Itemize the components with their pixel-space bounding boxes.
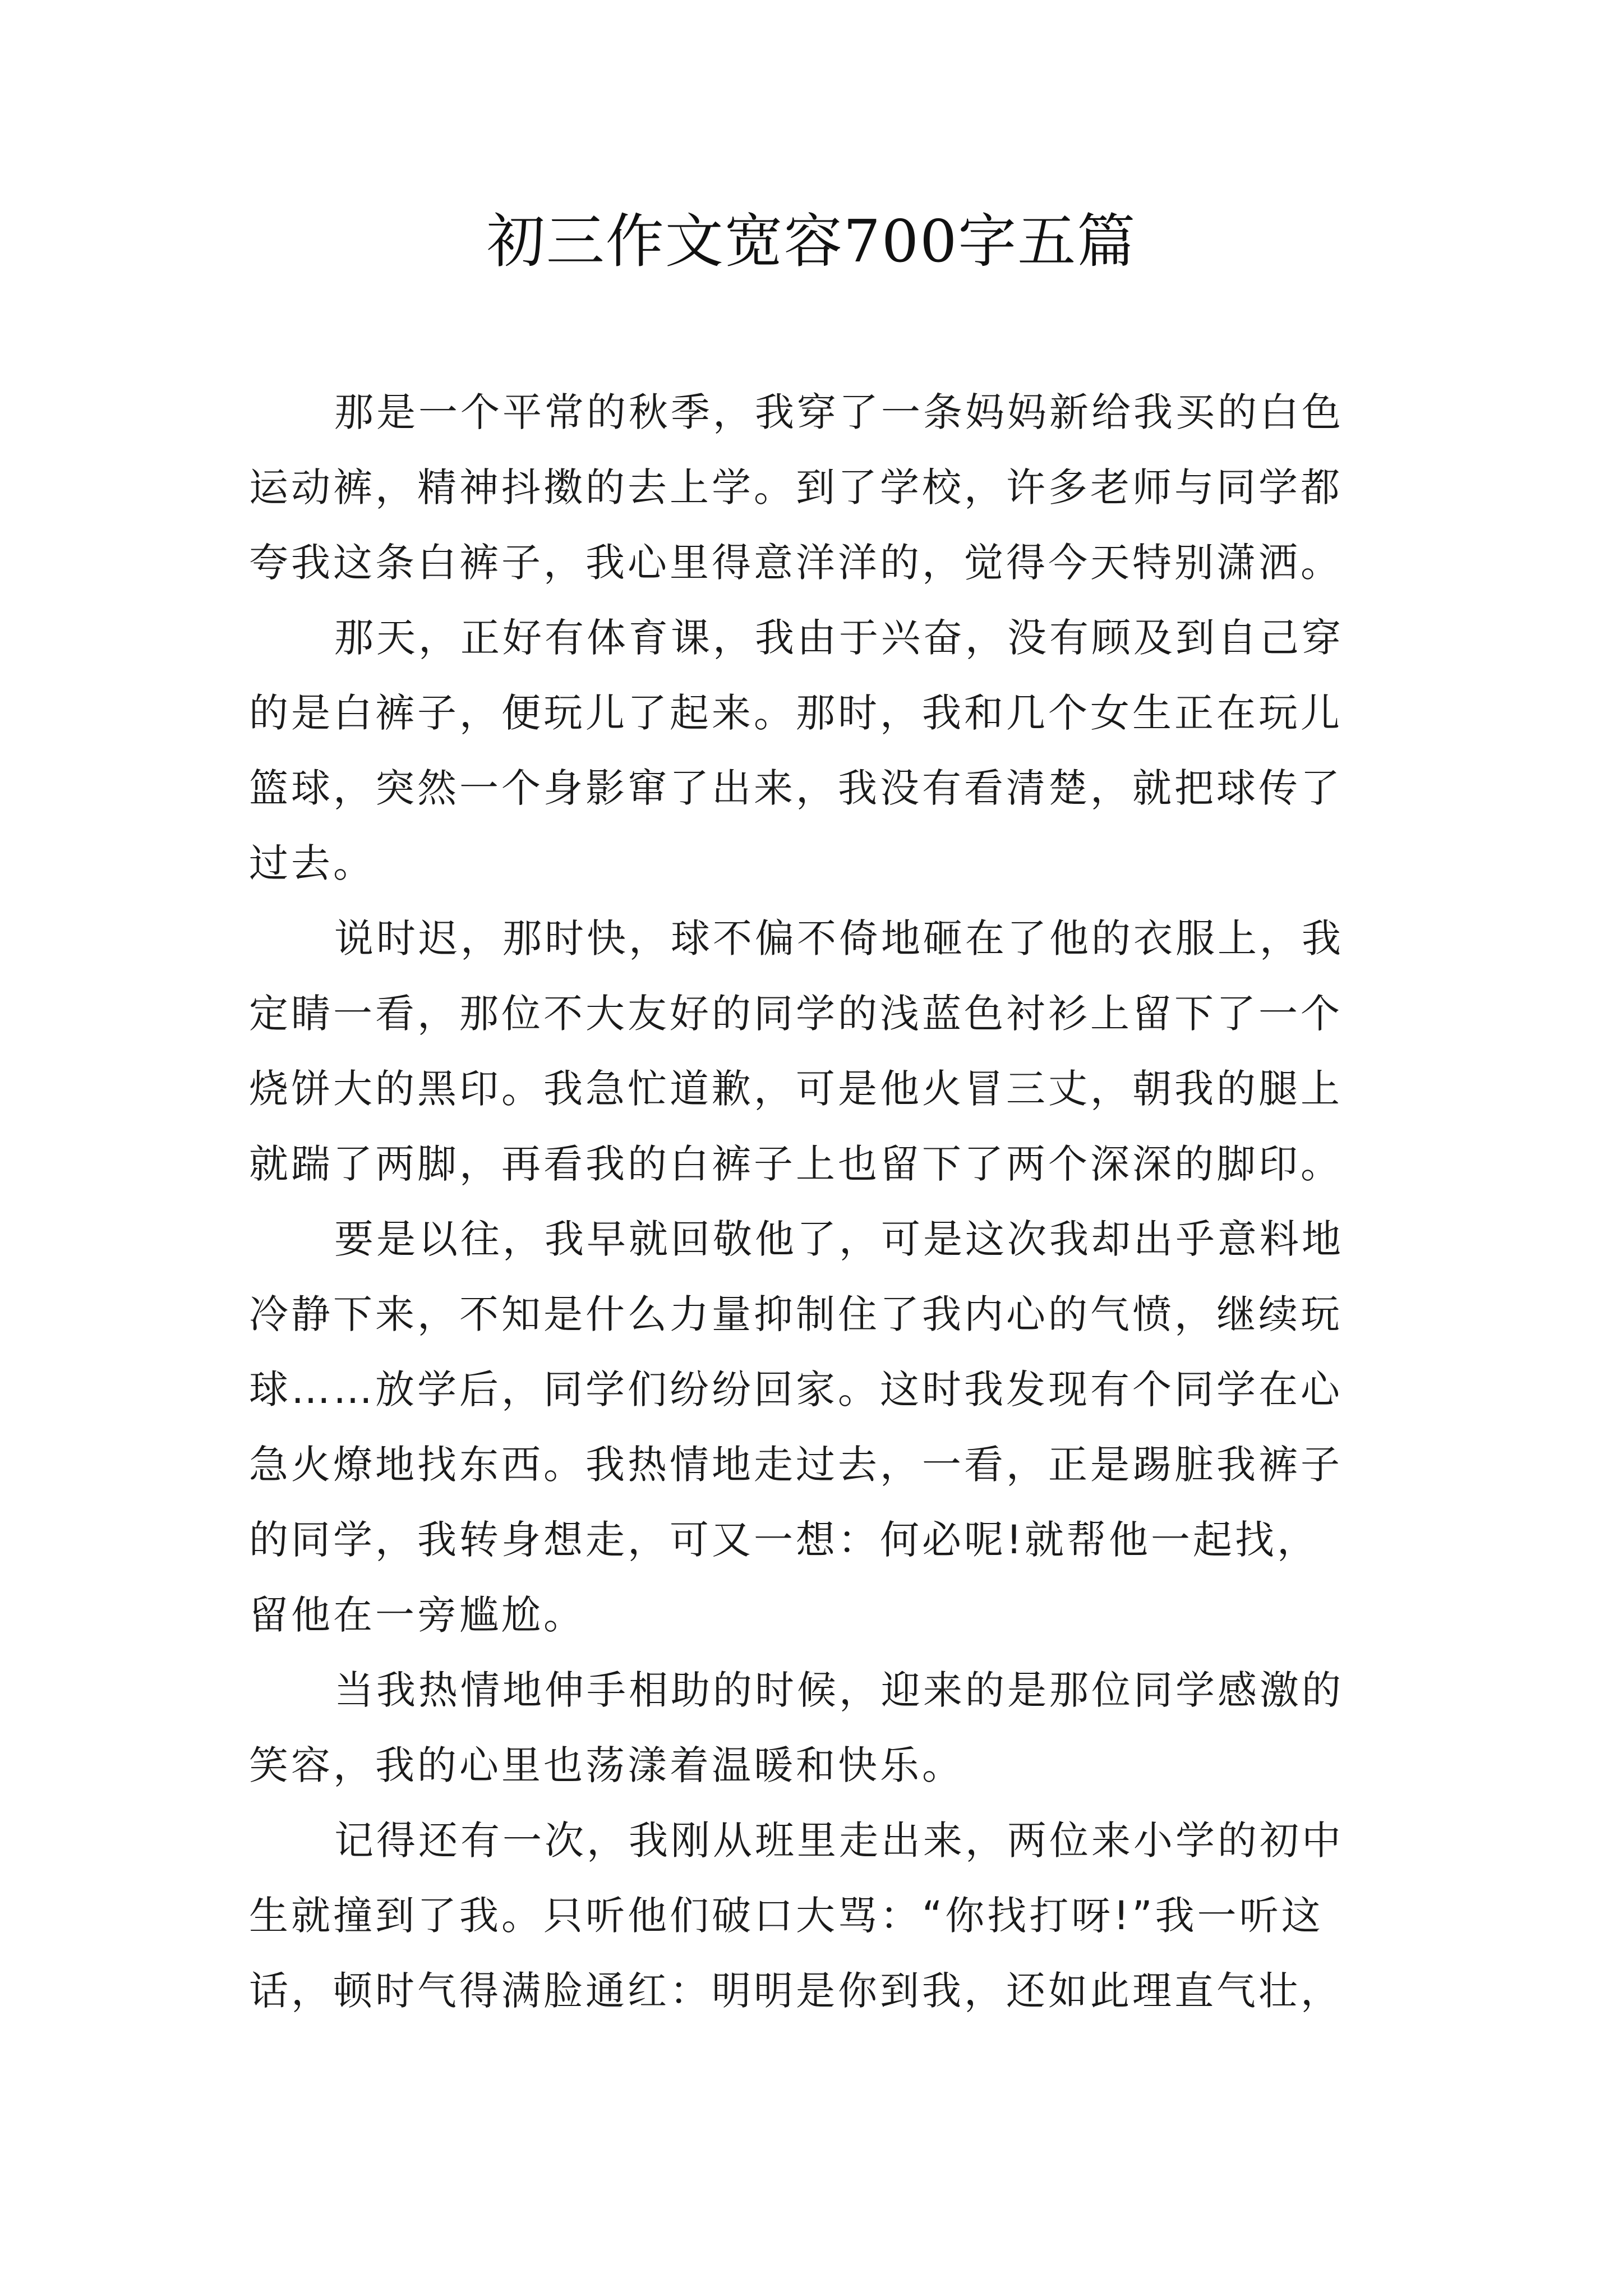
text-line: 夸我这条白裤子，我心里得意洋洋的，觉得今天特别潇洒。 <box>249 540 1343 586</box>
text-line: 运动裤，精神抖擞的去上学。到了学校，许多老师与同学都 <box>249 464 1343 510</box>
text-line: 笑容，我的心里也荡漾着温暖和快乐。 <box>249 1742 964 1788</box>
text-line: 球……放学后，同学们纷纷回家。这时我发现有个同学在心 <box>249 1366 1343 1412</box>
text-line: 记得还有一次，我刚从班里走出来，两位来小学的初中 <box>334 1818 1344 1864</box>
text-line: 急火燎地找东西。我热情地走过去，一看，正是踢脏我裤子 <box>249 1442 1343 1488</box>
text-line: 的是白裤子，便玩儿了起来。那时，我和几个女生正在玩儿 <box>249 690 1343 736</box>
text-line: 的同学，我转身想走，可又一想：何必呢!就帮他一起找， <box>249 1517 1320 1563</box>
text-line: 篮球，突然一个身影窜了出来，我没有看清楚，就把球传了 <box>249 765 1343 811</box>
text-line: 烧饼大的黑印。我急忙道歉，可是他火冒三丈，朝我的腿上 <box>249 1066 1343 1112</box>
text-line: 要是以往，我早就回敬他了，可是这次我却出乎意料地 <box>334 1216 1344 1262</box>
text-line: 生就撞到了我。只听他们破口大骂：“你找打呀!”我一听这 <box>249 1893 1324 1939</box>
text-line: 说时迟，那时快，球不偏不倚地砸在了他的衣服上，我 <box>334 915 1344 961</box>
text-line: 那天，正好有体育课，我由于兴奋，没有顾及到自己穿 <box>334 615 1344 661</box>
text-line: 定睛一看，那位不大友好的同学的浅蓝色衬衫上留下了一个 <box>249 991 1343 1037</box>
text-line: 就踹了两脚，再看我的白裤子上也留下了两个深深的脚印。 <box>249 1141 1343 1187</box>
text-line: 话，顿时气得满脸通红：明明是你到我，还如此理直气壮， <box>249 1968 1343 2014</box>
document-title: 初三作文宽容700字五篇 <box>486 207 1137 275</box>
text-line: 冷静下来，不知是什么力量抑制住了我内心的气愤，继续玩 <box>249 1291 1343 1337</box>
text-line: 留他在一旁尴尬。 <box>249 1592 585 1638</box>
text-line: 那是一个平常的秋季，我穿了一条妈妈新给我买的白色 <box>334 389 1344 435</box>
document-body <box>249 375 1376 2028</box>
text-line: 过去。 <box>249 840 375 886</box>
text-line: 当我热情地伸手相助的时候，迎来的是那位同学感激的 <box>334 1667 1344 1713</box>
